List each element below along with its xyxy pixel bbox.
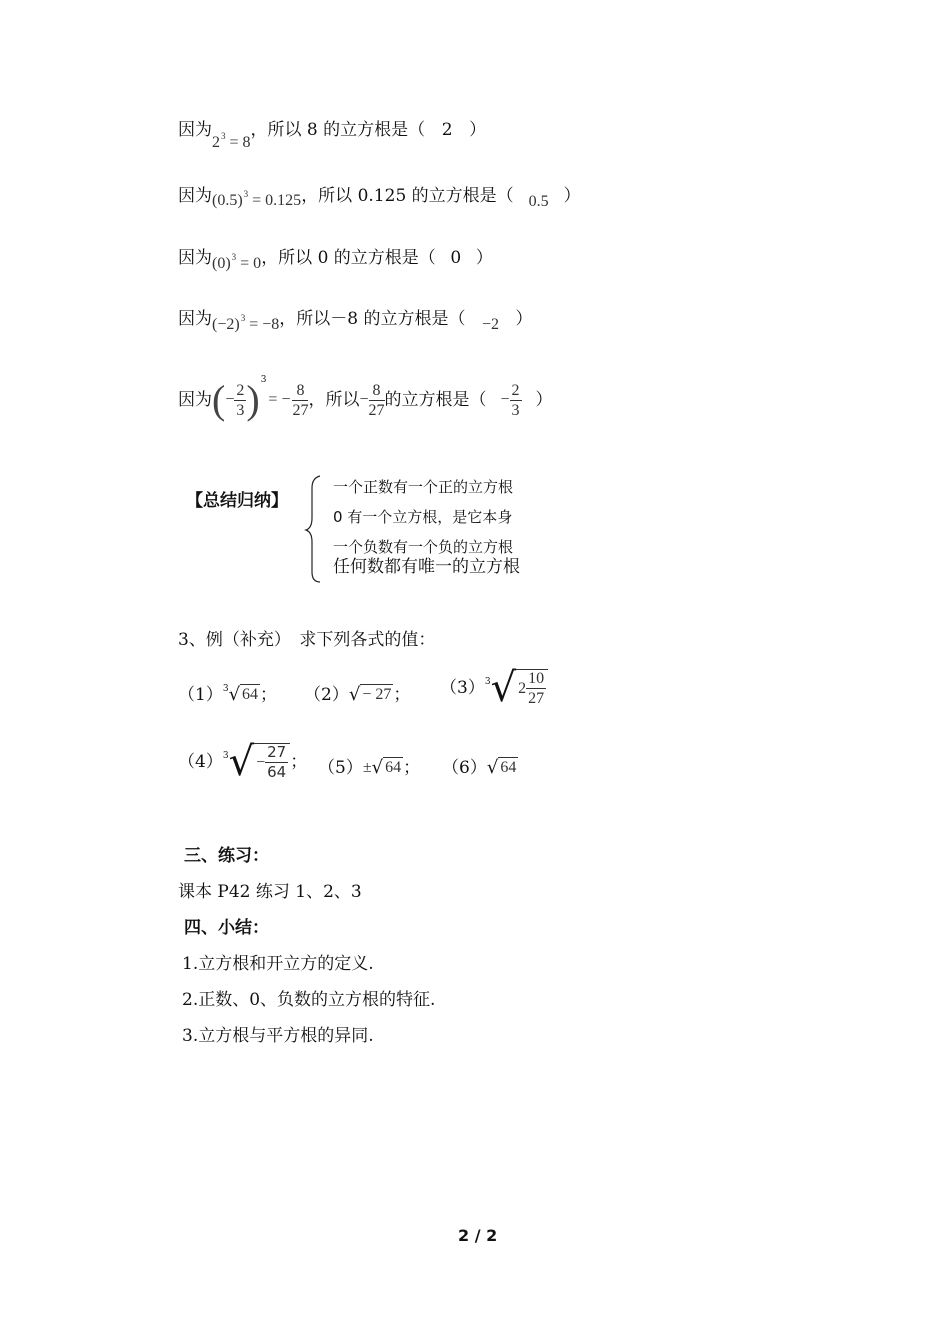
example-suffix: ） [475, 248, 493, 268]
radical-icon: √ [486, 756, 499, 778]
numerator: 8 [292, 382, 308, 401]
item-label: （6） [442, 757, 487, 778]
root-index: 3 [222, 751, 229, 761]
expr-exponent: 3 [221, 131, 226, 141]
radicand [516, 669, 548, 707]
summary-brace [304, 474, 324, 584]
radical-icon: √ [348, 683, 361, 705]
example-expression [212, 313, 280, 333]
item-label: （2） [304, 684, 349, 705]
item-end: ； [393, 684, 411, 705]
example-text: ，所以 0 的立方根是（ [261, 248, 436, 268]
example-prefix: 因为 [178, 120, 212, 140]
numerator: 27 [267, 743, 287, 761]
summary-item: 任何数都有唯一的立方根 [333, 557, 520, 577]
example-expression [212, 189, 302, 209]
exercise-title: 3、例（补充） 求下列各式的值： [178, 630, 436, 650]
example-text: ，所以 0.125 的立方根是（ [301, 186, 514, 206]
denominator: 64 [267, 763, 287, 781]
denominator: 3 [511, 401, 520, 419]
denominator: 3 [236, 401, 245, 419]
fraction-mid [369, 382, 385, 419]
conclusion-item: 1.立方根和开立方的定义. [182, 954, 374, 974]
exercise-item-2 [304, 684, 410, 705]
expr-exponent: 3 [243, 189, 249, 199]
numerator: 10 [528, 670, 545, 687]
item-end: ； [403, 757, 421, 778]
fraction-answer [510, 382, 522, 419]
exercise-item-6 [442, 757, 518, 778]
expr-result: = −8 [249, 316, 280, 333]
example-answer: −2 [481, 316, 499, 333]
item-end: ； [290, 752, 308, 772]
equals-sign: = − [268, 391, 291, 408]
example-text: 的立方根是（ [384, 390, 487, 410]
radical-icon: √ [228, 739, 255, 785]
whole-number: 2 [518, 679, 527, 697]
numerator: 2 [236, 381, 245, 399]
example-prefix: 因为 [178, 390, 212, 410]
example-suffix: ） [535, 390, 553, 410]
expr-base: (0.5) [212, 192, 243, 209]
expr-exponent: 3 [260, 375, 267, 385]
example-suffix: ） [563, 186, 581, 206]
exercise-item-3 [440, 665, 548, 711]
left-paren: ( [212, 377, 226, 422]
denominator: 27 [292, 401, 309, 419]
example-answer: 0.5 [528, 193, 549, 210]
example-line-3 [178, 248, 493, 270]
summary-label: 【总结归纳】 [186, 491, 288, 511]
exercise-item-5 [318, 757, 420, 778]
example-line-5 [178, 372, 553, 428]
expr-base: (0) [212, 255, 231, 272]
summary-item: 一个负数有一个负的立方根 [333, 538, 514, 556]
conclusion-item: 2.正数、0、负数的立方根的特征. [182, 990, 436, 1010]
denominator: 27 [528, 690, 545, 707]
example-line-4 [178, 309, 532, 331]
example-text: ，所以 8 的立方根是（ [250, 120, 426, 140]
item-label: （4） [178, 752, 223, 772]
numerator: 8 [369, 382, 385, 401]
expr-exponent: 3 [231, 252, 237, 262]
example-expression [212, 131, 251, 151]
radical-icon: √ [228, 683, 241, 705]
radical-icon: √ [371, 756, 384, 778]
fraction [526, 670, 546, 707]
summary-item: 0 有一个立方根，是它本身 [333, 508, 513, 526]
expr-result: = 0.125 [252, 192, 302, 209]
denominator: 27 [368, 401, 385, 419]
fraction [265, 744, 288, 781]
example-suffix: ） [515, 309, 533, 329]
radicand [254, 743, 290, 781]
item-label: （1） [178, 684, 223, 705]
expr-exponent: 3 [240, 313, 246, 323]
radicand: 64 [385, 759, 402, 776]
radical-icon: √ [490, 665, 517, 711]
summary-item: 一个正数有一个正的立方根 [333, 478, 514, 496]
expr-base: 2 [212, 134, 220, 151]
practice-heading: 三、练习： [184, 846, 269, 866]
plus-minus-sign: ± [362, 758, 372, 776]
conclusion-heading: 四、小结： [184, 918, 269, 938]
radicand: 64 [500, 759, 517, 776]
example-text: ，所以 [308, 390, 360, 410]
expr-result: = 0 [240, 255, 262, 272]
minus-sign: − [359, 391, 369, 408]
example-prefix: 因为 [178, 309, 212, 329]
example-expression [212, 252, 262, 272]
example-answer: 2 [441, 120, 453, 140]
numerator: 2 [511, 381, 520, 399]
exercise-item-4 [178, 739, 308, 785]
example-suffix: ） [469, 120, 487, 140]
example-prefix: 因为 [178, 248, 212, 268]
fraction-two-thirds [234, 382, 246, 419]
root-index: 3 [484, 677, 491, 687]
minus-sign: − [225, 391, 235, 408]
expr-result: = 8 [229, 134, 251, 151]
radicand: − 27 [362, 686, 392, 703]
conclusion-item: 3.立方根与平方根的异同. [182, 1026, 374, 1046]
item-label: （5） [318, 757, 363, 778]
example-answer: 0 [450, 248, 462, 268]
example-line-2 [178, 186, 581, 208]
page-number: 2 / 2 [458, 1226, 498, 1245]
minus-sign: − [256, 753, 266, 771]
minus-sign: − [500, 391, 510, 408]
expr-base: (−2) [212, 316, 240, 333]
root-index: 3 [222, 683, 229, 694]
example-line-1 [178, 120, 487, 151]
example-prefix: 因为 [178, 186, 212, 206]
item-label: （3） [440, 678, 485, 698]
example-text: ，所以－8 的立方根是（ [279, 309, 466, 329]
exercise-item-1 [178, 684, 277, 705]
fraction-rhs [292, 382, 308, 419]
right-paren: ) [246, 377, 260, 422]
item-end: ； [260, 684, 278, 705]
radicand: 64 [242, 686, 259, 703]
practice-text: 课本 P42 练习 1、2、3 [178, 882, 362, 902]
